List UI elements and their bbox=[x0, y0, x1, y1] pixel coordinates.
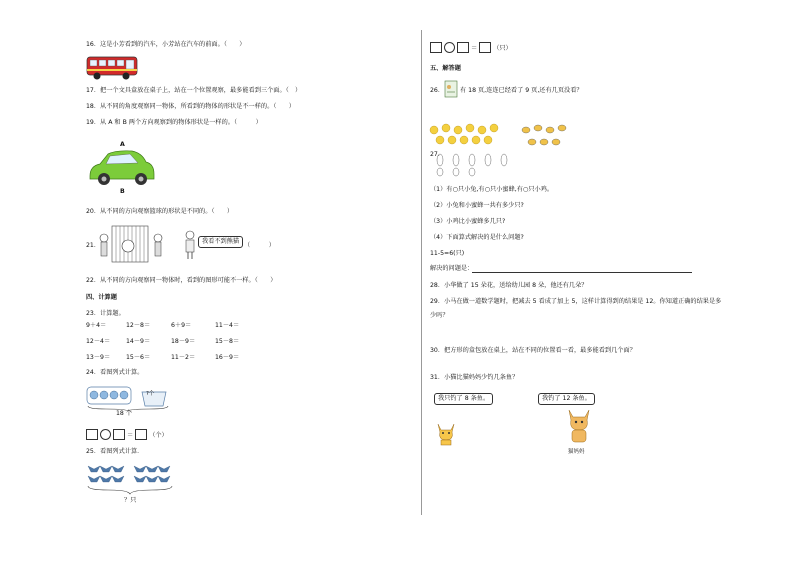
top-equation-unit: （只） bbox=[493, 45, 512, 52]
q21-speech-bubble: 我看不到熊猫 bbox=[198, 236, 243, 248]
q19-text: 19．从 A 和 B 两个方向观察到的物体形状是一样的。（ ） bbox=[86, 119, 262, 126]
answer-box[interactable] bbox=[86, 429, 98, 440]
q25-birds-image bbox=[86, 462, 176, 496]
q27-part2: （2）小兔和小蜜蜂一共有多少只? bbox=[430, 202, 524, 209]
panda-cage-image bbox=[98, 222, 178, 270]
answer-box[interactable] bbox=[113, 429, 125, 440]
q20-text: 20．从不同的方向观察篮球的形状是不同的。（ ） bbox=[86, 208, 234, 215]
q26-number: 26． bbox=[430, 87, 445, 94]
operator-circle[interactable] bbox=[100, 429, 111, 440]
operator-circle[interactable] bbox=[444, 42, 455, 53]
q17-text: 17．把一个文具盒放在桌子上，站在一个位置观察，最多能看到三个面。（ ） bbox=[86, 87, 302, 94]
calc-cell: 16－9＝ bbox=[215, 354, 240, 361]
q25-text: 25．看图列式计算． bbox=[86, 448, 144, 455]
q24-basket-label: ?个 bbox=[146, 391, 155, 397]
column-divider bbox=[421, 30, 422, 515]
bus-image bbox=[86, 55, 138, 81]
calc-cell: 13－9＝ bbox=[86, 354, 111, 361]
section5-heading: 五、解答题 bbox=[430, 65, 461, 72]
q26-text: 有 18 页,连连已经看了 9 页,还有几页没看？ bbox=[460, 87, 583, 94]
kitten-speech-bubble: 我只钓了 8 条鱼。 bbox=[434, 393, 493, 405]
q30-text: 30．把方形的盒包放在桌上，站在不同的位置看一看，最多能看到几个面？ bbox=[430, 347, 636, 354]
child-figure bbox=[183, 230, 197, 260]
calc-cell: 12－4＝ bbox=[86, 338, 111, 345]
q28-text: 28．小华做了 15 朵花，送给幼儿园 8 朵，他还有几朵？ bbox=[430, 282, 588, 289]
kitten-image bbox=[432, 418, 460, 446]
calc-cell: 15－8＝ bbox=[215, 338, 240, 345]
car-image bbox=[86, 148, 158, 188]
q29-line2: 少吗？ bbox=[430, 312, 449, 319]
calc-cell: 18－9＝ bbox=[171, 338, 196, 345]
q31-text: 31．小猫比猫妈妈少钓几条鱼？ bbox=[430, 374, 519, 381]
calc-cell: 12－8＝ bbox=[126, 322, 151, 329]
calc-cell: 11－4＝ bbox=[215, 322, 240, 329]
q21-number: 21． bbox=[86, 242, 101, 249]
calc-cell: 14－9＝ bbox=[126, 338, 151, 345]
q24-equation-row: ＝ （个） bbox=[86, 429, 168, 440]
q27-answer-label: 解决的问题是： bbox=[430, 265, 474, 272]
q22-text: 22．从不同的方向观察同一物体时，看到的图形可能不一样。（ ） bbox=[86, 277, 277, 284]
q27-part4: （4）下面算式解决的是什么问题? bbox=[430, 234, 524, 241]
q25-total-label: ？只 bbox=[124, 497, 137, 504]
calc-cell: 9＋4＝ bbox=[86, 322, 107, 329]
q18-text: 18．从不同的角度观察同一物体，所看到的物体的形状是不一样的。（ ） bbox=[86, 103, 295, 110]
answer-box[interactable] bbox=[430, 42, 442, 53]
book-icon bbox=[444, 80, 458, 98]
q24-unit: （个） bbox=[149, 432, 168, 439]
q16-text: 16．这是小芳看到的汽车，小芳站在汽车的前面。（ ） bbox=[86, 41, 246, 48]
q23-text: 23．计算题。 bbox=[86, 310, 125, 317]
mother-cat-speech-bubble: 我钓了 12 条鱼。 bbox=[538, 393, 595, 405]
q24-total-label: 18 个 bbox=[116, 410, 133, 417]
answer-box[interactable] bbox=[457, 42, 469, 53]
q24-text: 24．看图列式计算。 bbox=[86, 369, 144, 376]
top-equation-row: ＝ （只） bbox=[430, 42, 512, 53]
calc-cell: 6＋9＝ bbox=[171, 322, 192, 329]
mother-cat-image bbox=[564, 406, 594, 448]
answer-box[interactable] bbox=[479, 42, 491, 53]
mother-cat-label: 猫妈妈 bbox=[568, 449, 585, 455]
calc-cell: 15－6＝ bbox=[126, 354, 151, 361]
q27-animals-image bbox=[428, 122, 578, 178]
answer-box[interactable] bbox=[135, 429, 147, 440]
q27-part1: （1）有○只小兔,有○只小蜜蜂,有○只小鸡。 bbox=[430, 186, 554, 193]
q29-line1: 29．小马在做一道数学题时，把减去 5 看成了加上 5，这样计算得到的结果是 12。你知道正确的结果是多 bbox=[430, 298, 722, 305]
q27-answer-line[interactable] bbox=[472, 272, 692, 273]
q21-answer-parens: （ ） bbox=[244, 242, 275, 249]
calc-cell: 11－2＝ bbox=[171, 354, 196, 361]
q27-number: 27． bbox=[430, 151, 445, 158]
q27-part3: （3）小鸡比小蜜蜂多几只? bbox=[430, 218, 506, 225]
section4-heading: 四、计算题 bbox=[86, 294, 117, 301]
q27-formula: 11-5=6(只) bbox=[430, 250, 465, 257]
car-label-a: A bbox=[120, 141, 125, 148]
car-label-b: B bbox=[120, 188, 125, 195]
